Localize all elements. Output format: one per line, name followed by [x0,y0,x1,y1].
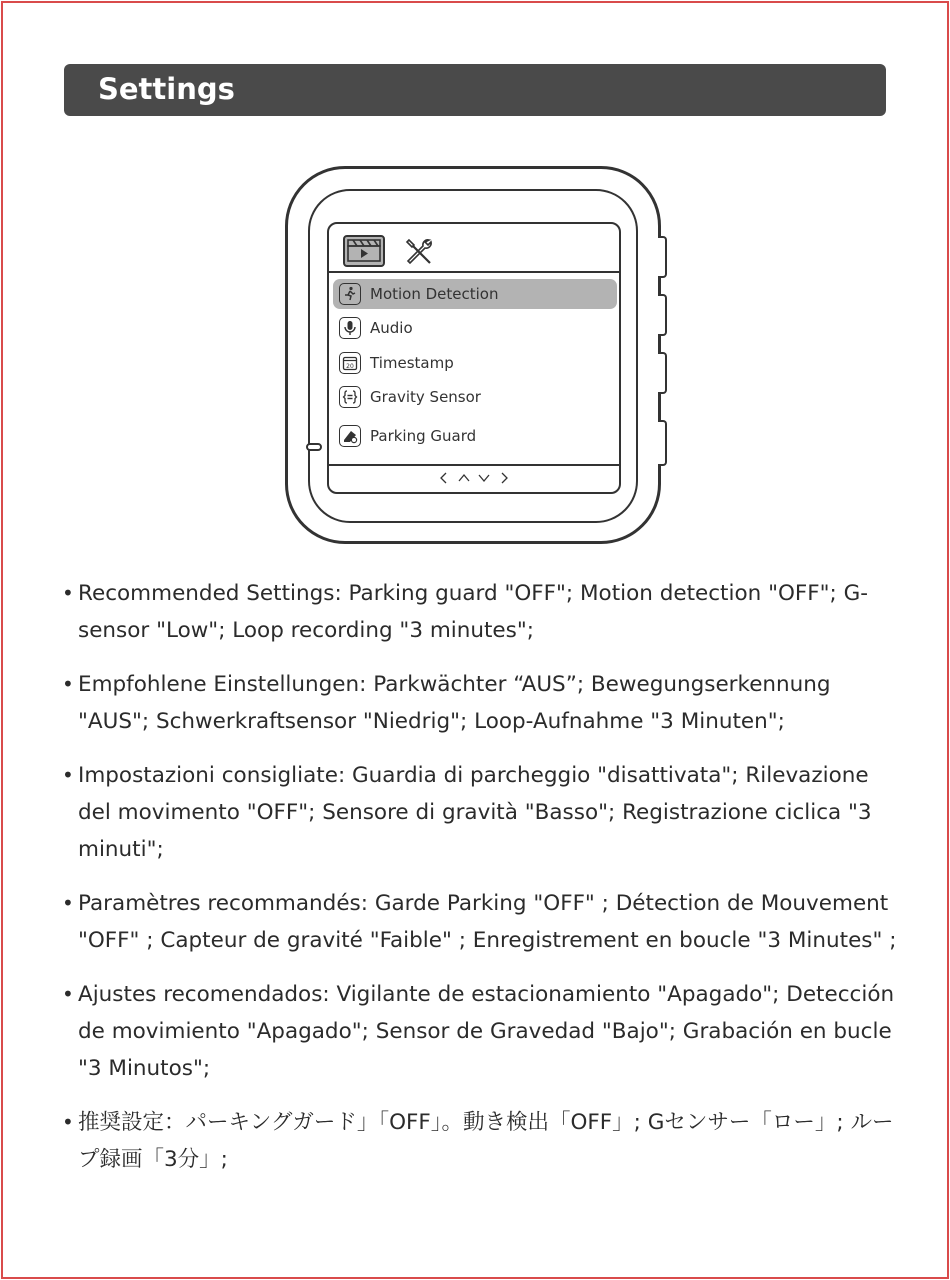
bullet-marker: • [62,982,74,1006]
side-button-4 [658,420,667,466]
bullet-text: Impostazioni consigliate: Guardia di parcheggio "disattivata"; Rilevazione del movimento "OFF"; Sensore di gravità "Basso"; Registrazione ciclica "3 minuti"; [78,763,872,862]
indicator-led [306,443,322,451]
menu-item-label: Audio [370,319,413,337]
menu-item-gravity-sensor[interactable] [333,382,617,412]
bullet-marker: • [62,1110,74,1134]
menu-item-motion-detection[interactable] [333,279,617,309]
navigation-arrows[interactable] [329,470,619,489]
parking-guard-icon [339,425,361,447]
bullet-marker: • [62,891,74,915]
bullet-text: Paramètres recommandés: Garde Parking "OFF" ; Détection de Mouvement "OFF" ; Capteur de gravité "Faible" ; Enregistrement en boucle "3 Minutes" ; [78,891,897,953]
bullet-japanese [62,1104,902,1178]
menu-item-audio[interactable] [333,313,617,343]
bullet-spanish [62,976,902,1087]
menu-item-label: Parking Guard [370,427,477,445]
bullet-text: 推奨設定：パーキングガード」「OFF」。動き検出「OFF」; Gセンサー「ロー」; ループ録画「3分」; [78,1110,894,1172]
device-screen [327,222,621,494]
side-button-1 [658,236,667,278]
menu-item-parking-guard[interactable] [333,421,617,451]
bullet-french [62,885,902,959]
bullet-english [62,575,902,649]
recommended-settings-list [62,575,902,1195]
bullet-italian [62,757,902,868]
side-button-2 [658,294,667,336]
bullet-text: Empfohlene Einstellungen: Parkwächter “AUS”; Bewegungserkennung "AUS"; Schwerkraftsensor "Niedrig"; Loop-Aufnahme "3 Minuten"; [78,672,831,734]
screen-divider-bottom [329,464,619,466]
menu-item-label: Gravity Sensor [370,388,481,406]
bullet-text: Recommended Settings: Parking guard "OFF"; Motion detection "OFF"; G-sensor "Low"; Loop recording "3 minutes"; [78,581,869,643]
side-button-3 [658,352,667,394]
bullet-marker: • [62,672,74,696]
section-header [64,64,886,116]
menu-item-timestamp[interactable] [333,348,617,378]
microphone-icon [339,317,361,339]
bullet-marker: • [62,581,74,605]
menu-item-label: Motion Detection [370,285,499,303]
screen-divider-top [329,271,619,273]
running-person-icon [339,283,361,305]
bullet-marker: • [62,763,74,787]
gravity-sensor-icon [339,386,361,408]
section-title: Settings [98,72,235,106]
tools-icon[interactable] [403,236,435,268]
menu-item-label: Timestamp [370,354,454,372]
calendar-icon [339,352,361,374]
calendar-icon-text: 20 [346,363,354,370]
bullet-text: Ajustes recomendados: Vigilante de estacionamiento "Apagado"; Detección de movimiento "Apagado"; Sensor de Gravedad "Bajo"; Grabación en bucle "3 Minutos"; [78,982,895,1081]
nav-arrows-icon [439,471,509,485]
video-settings-icon[interactable] [343,235,385,267]
bullet-german [62,666,902,740]
